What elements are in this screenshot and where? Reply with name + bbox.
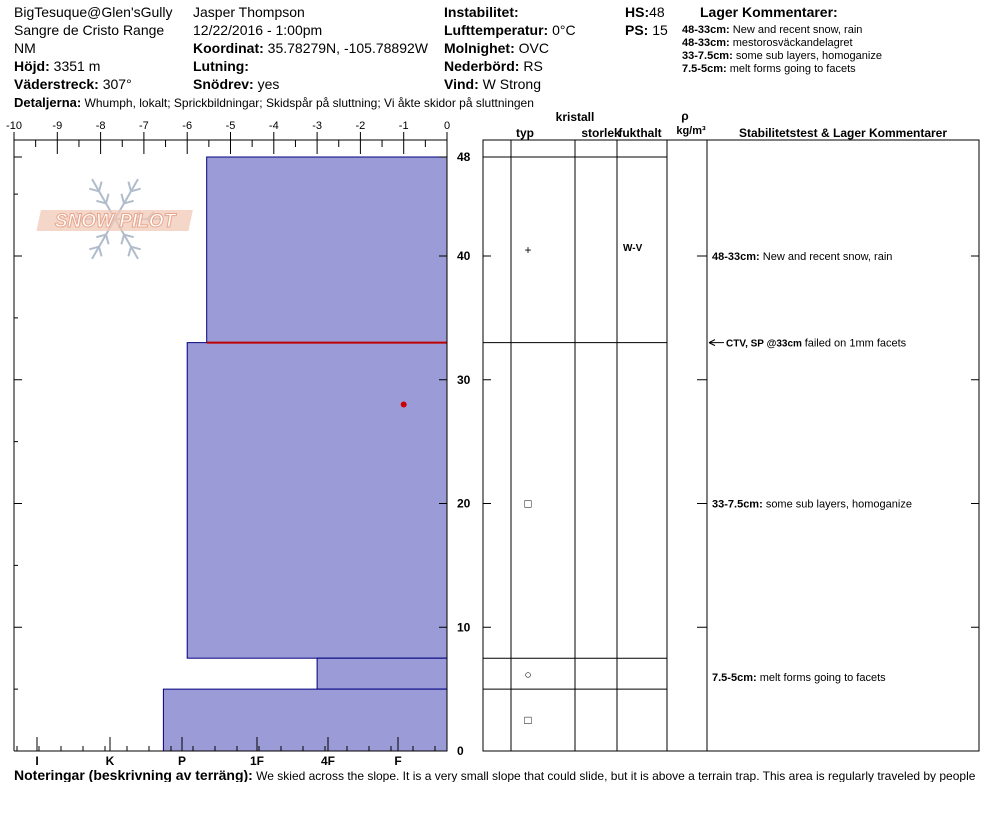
density-symbol: ρ: [681, 109, 689, 123]
layer-comments-title: Lager Kommentarer:: [700, 4, 838, 20]
elevation: Höjd: 3351 m: [14, 58, 101, 74]
layer-comment: 48-33cm: mestorosväckandelagret: [682, 37, 853, 49]
coordinates: Koordinat: 35.78279N, -105.78892W: [193, 40, 428, 56]
snowflake-branch: [121, 194, 124, 204]
temp-tick-label: 0: [443, 120, 451, 132]
observation-datetime: 12/22/2016 - 1:00pm: [193, 22, 323, 38]
state: NM: [14, 40, 36, 56]
layer-comment: 7.5-5cm: melt forms going to facets: [682, 63, 856, 75]
snowflake-branch: [106, 235, 109, 245]
hardness-layer: [163, 689, 447, 751]
wind-loading: Snödrev: yes: [193, 76, 280, 92]
location-name: BigTesuque@Glen'sGully: [14, 4, 173, 20]
snowflake-branch: [128, 182, 131, 192]
hardness-tick-label: I: [35, 754, 39, 768]
temp-tick-label: -1: [398, 120, 409, 132]
slope-angle: Lutning:: [193, 58, 249, 74]
grain-symbol: □: [524, 713, 532, 728]
stability-comment: 33-7.5cm: some sub layers, homoganize: [712, 498, 912, 511]
hardness-layer: [207, 157, 447, 343]
snowflake-branch: [128, 247, 131, 257]
stability-comment: 7.5-5cm: melt forms going to facets: [712, 671, 886, 684]
observer-name: Jasper Thompson: [193, 4, 305, 20]
temp-tick-label: -10: [6, 120, 22, 132]
total-snow-depth: HS:48: [625, 4, 665, 20]
stability-comment: 48-33cm: New and recent snow, rain: [712, 251, 893, 263]
temp-tick-label: -2: [355, 120, 366, 132]
height-tick-label: 40: [457, 249, 471, 263]
stability-comment: CTV, SP @33cm failed on 1mm facets: [726, 337, 907, 350]
snowflake-branch: [121, 235, 124, 245]
details: Detaljerna: Whumph, lokalt; Sprickbildningar; Skidspår på sluttning; Vi åkte skidor på sluttningen: [14, 95, 534, 110]
height-tick-label: 10: [457, 620, 471, 635]
temp-tick-label: -8: [95, 120, 106, 132]
aspect: Väderstreck: 307°: [14, 76, 132, 92]
hardness-tick-label: F: [394, 754, 402, 768]
hardness-tick-label: 1F: [249, 754, 265, 768]
instability-label: Instabilitet:: [444, 4, 519, 20]
moisture-label: W-V: [623, 242, 643, 254]
grain-symbol: +: [524, 242, 532, 257]
height-tick-label: 30: [457, 372, 471, 387]
snowflake-branch: [99, 247, 102, 257]
grain-symbol: ○: [524, 667, 532, 682]
crystal-header: kristall: [555, 110, 595, 124]
type-header: typ: [516, 126, 534, 140]
temp-tick-label: -7: [139, 120, 149, 132]
hardness-layer: [317, 658, 447, 689]
temp-tick-label: -3: [312, 120, 322, 132]
temp-tick-label: -6: [182, 120, 193, 132]
penetration: PS: 15: [625, 22, 668, 38]
layer-comment: 48-33cm: New and recent snow, rain: [682, 24, 863, 36]
height-tick-label: 20: [457, 496, 471, 511]
temp-tick-label: -4: [268, 120, 279, 132]
temp-tick-label: -5: [225, 120, 236, 132]
air-temperature: Lufttemperatur: 0°C: [444, 22, 576, 38]
height-tick-label: 0: [457, 744, 464, 758]
terrain-notes: Noteringar (beskrivning av terräng): We skied across the slope. It is a very small slope that could slide, but it is above a terrain trap. This area is regularly traveled by people: [14, 768, 976, 782]
logo-text: SNOW PILOT: [54, 211, 176, 232]
hardness-tick-label: 4F: [320, 754, 336, 768]
wind: Vind: W Strong: [444, 76, 541, 92]
snowflake-branch: [106, 194, 109, 204]
snow-pilot-logo: [36, 179, 192, 259]
hardness-tick-label: P: [177, 754, 187, 768]
cloud-cover: Molnighet: OVC: [444, 40, 549, 56]
table-frame: [483, 140, 979, 751]
stability-header: Stabilitetstest & Lager Kommentarer: [738, 126, 948, 140]
mountain-range: Sangre de Cristo Range: [14, 22, 165, 38]
grain-symbol: □: [524, 496, 532, 511]
layer-comment: 33-7.5cm: some sub layers, homoganize: [682, 50, 882, 62]
hardness-layer: [187, 343, 447, 659]
hardness-tick-label: K: [105, 754, 115, 768]
precipitation: Nederbörd: RS: [444, 58, 543, 74]
size-header: storlek: [581, 126, 621, 140]
moisture-header: fukthalt: [618, 126, 662, 140]
temp-tick-label: -9: [52, 120, 63, 132]
snowflake-branch: [99, 182, 102, 192]
height-tick-label: 48: [457, 150, 471, 164]
density-unit: kg/m³: [676, 125, 706, 137]
temperature-point: [401, 402, 407, 408]
